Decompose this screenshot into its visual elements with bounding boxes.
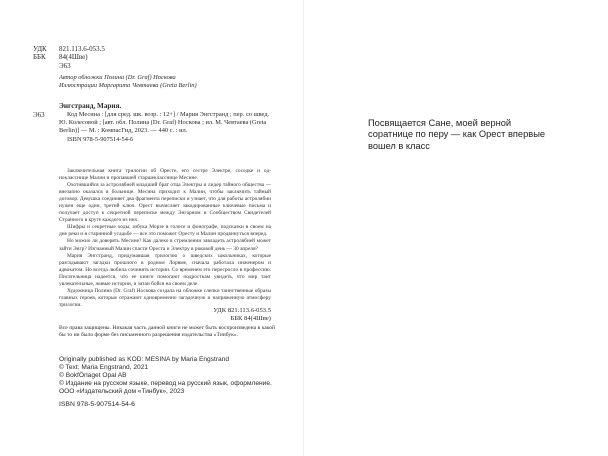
copyright-line: ООО «Издательский дом «Тинбук», 2023	[59, 388, 185, 396]
illustrator-credit: Иллюстрации Маргарита Чевтаева (Greta Berlin)	[59, 82, 197, 90]
bibliographic-record	[59, 111, 271, 144]
biblio-line: Код Месина : [для сред. шк. возр. : 12+] / Мария Энгстранд ; пер. со швед.	[67, 111, 270, 118]
annotation-paragraph: Заключительная книга трилогии об Оресте, его сестре Электре, соседке и од-нокласснице Малин и пропавшей старшекласснице Месине.	[59, 168, 271, 182]
copyright-line: Originally published as KOD: MESINA by Maria Engstrand	[59, 356, 230, 363]
rights-notice: Все права защищены. Никакая часть данной книги не может быть воспроизведена в какой бы то ни было форме без письменного разрешения издательства «Тинбук».	[59, 325, 275, 339]
udk-bottom: УДК 821.113.6-053.5	[213, 307, 271, 314]
classification-codes	[33, 45, 105, 70]
author-sign: Э63	[59, 61, 71, 70]
book-code: Э63	[33, 111, 45, 119]
biblio-line: Ю. Колесовой ; [авт. обл. Полина (Dr. Graf) Носкова ; ил. М. Чевтаева (Greta	[59, 119, 267, 127]
annotation-paragraph: Охотившийся за астролябией младший брат отца Электры и лидер тайного общества — внезапно оказался в больнице. Месина приходит к Малин, чтобы заключить тайный договор. Девушка соединяет два фрагмента переписки и узнает, что для работы астролябии нужен еще один, третий ключ. Орест вычисляет закодированные ключевые письма и получает доступ к секретной переписке между Энгарном и Сообществом Свидетелей Странного в круге каждого из них.	[59, 182, 271, 224]
copyright-block	[59, 356, 272, 396]
copyright-line: © BokfÖrlaget Opal AB	[59, 372, 127, 380]
annotation	[59, 168, 271, 309]
udk-code: УДК 821.113.6-053.5	[33, 45, 105, 53]
annotation-paragraph: Художница Полина (Dr. Graf) Носкова создала на обложке слепки таинственные образы главных героев, которые отражают одновременно загадочную и напряженную атмосферу трилогии.	[59, 287, 271, 308]
biblio-line: Berlin)] — М. : КомпасГид, 2023. — 440 с. : ил.	[59, 127, 188, 135]
annotation-paragraph: Мария Энгстранд, придумавшая трилогию о шведских школьниках, которые разгадывают загадки прошлого в родном Лорвме, сначала работала инженером и адвокатом. Но всегда любила сочинять истории. Со временем это пересросло в профессию. Писательница надеется, что ее книги помогают подросткам увидеть, что мир таит увлекательные, живые истории, и затаи бойся на своем деле.	[59, 252, 271, 287]
annotation-paragraph: Но можно ли доверять Месине? Как далеко в стремлении завладеть астролябией может зайти Энгр? Изгнанный Малин спасти Ореста и Электру в роковой день — 30 апреля?	[59, 238, 271, 252]
copyright-line: © Text: Maria Engstrand, 2021	[59, 364, 149, 372]
copyright-line: © Издание на русском языке, перевод на русский язык, оформление.	[59, 380, 272, 388]
isbn: ISBN 978-5-907514-54-6	[59, 401, 135, 408]
annotation-paragraph: Шифры и секретные ходы, азбука Морзе в голосе и фонографе, подсказки в своем на дне реки и в старинной усадьбе — все это поможет Оресту и Малин продвинуться вперед.	[59, 224, 271, 238]
bbk-bottom: ББК 84(4Шве)	[230, 315, 271, 323]
right-page	[304, 0, 608, 456]
cover-author-credit: Автор обложки Полина (Dr. Graf) Носкова	[59, 74, 176, 81]
biblio-isbn: ISBN 978-5-907514-54-6	[67, 135, 134, 143]
udk-bbk-block	[200, 307, 271, 323]
cover-credits	[59, 74, 197, 91]
bbk-code: ББК 84(4Шве)	[33, 53, 88, 62]
dedication: Посвящается Сане, моей верной соратнице по перу — как Орест впервые вошел в класс	[368, 118, 546, 151]
author-heading: Энгстранд, Мария.	[59, 102, 122, 110]
